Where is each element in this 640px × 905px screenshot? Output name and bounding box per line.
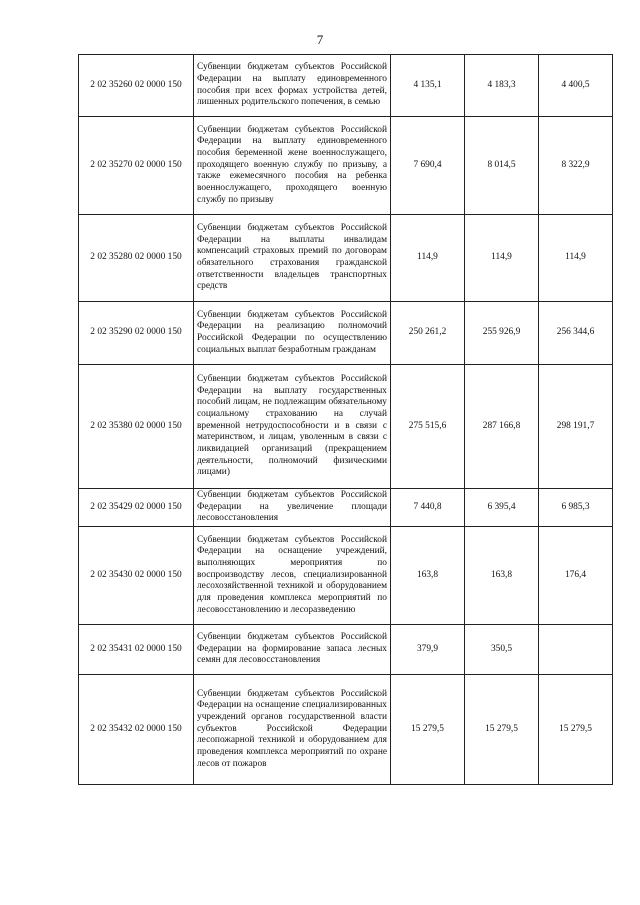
value-year-3-cell: 8 322,9 — [539, 117, 613, 215]
value-year-2-cell: 15 279,5 — [465, 675, 539, 785]
description-cell: Субвенции бюджетам субъектов Российской Федерации на формирование запаса лесных семян для лесовосстановления — [194, 625, 391, 675]
table-row — [79, 527, 613, 625]
value-year-1-cell: 250 261,2 — [391, 302, 465, 365]
budget-code-cell: 2 02 35432 02 0000 150 — [79, 675, 194, 785]
description-cell: Субвенции бюджетам субъектов Российской Федерации на оснащение учреждений, выполняющих мероприятия по воспроизводству лесов, специализированной лесохозяйственной техникой и оборудованием для проведения комплекса мероприятий по лесовосстановлению и лесоразведению — [194, 527, 391, 625]
description-cell: Субвенции бюджетам субъектов Российской Федерации на выплату государственных пособий лицам, не подлежащим обязательному социальному страхованию на случай временной нетрудоспособности и в связи с материнством, и лицам, уволенным в связи с ликвидацией организаций (прекращением деятельности, полномочий физическими лицами) — [194, 365, 391, 489]
budget-code-cell: 2 02 35260 02 0000 150 — [79, 55, 194, 117]
value-year-3-cell: 15 279,5 — [539, 675, 613, 785]
value-year-1-cell: 163,8 — [391, 527, 465, 625]
table-row — [79, 302, 613, 365]
value-year-1-cell: 379,9 — [391, 625, 465, 675]
table-row — [79, 117, 613, 215]
value-year-2-cell: 6 395,4 — [465, 489, 539, 527]
value-year-3-cell: 176,4 — [539, 527, 613, 625]
value-year-2-cell: 8 014,5 — [465, 117, 539, 215]
description-cell: Субвенции бюджетам субъектов Российской Федерации на оснащение специализированных учреждений органов государственной власти субъектов Российской Федерации лесопожарной техникой и оборудованием для проведения комплекса мероприятий по охране лесов от пожаров — [194, 675, 391, 785]
value-year-3-cell — [539, 625, 613, 675]
budget-code-cell: 2 02 35280 02 0000 150 — [79, 215, 194, 302]
value-year-1-cell: 114,9 — [391, 215, 465, 302]
value-year-1-cell: 15 279,5 — [391, 675, 465, 785]
table-row — [79, 489, 613, 527]
value-year-2-cell: 255 926,9 — [465, 302, 539, 365]
value-year-1-cell: 275 515,6 — [391, 365, 465, 489]
description-cell: Субвенции бюджетам субъектов Российской Федерации на выплату единовременного пособия при всех формах устройства детей, лишенных родительского попечения, в семью — [194, 55, 391, 117]
budget-table — [78, 54, 613, 785]
value-year-2-cell: 287 166,8 — [465, 365, 539, 489]
table-row — [79, 625, 613, 675]
budget-code-cell: 2 02 35431 02 0000 150 — [79, 625, 194, 675]
value-year-3-cell: 6 985,3 — [539, 489, 613, 527]
value-year-3-cell: 114,9 — [539, 215, 613, 302]
budget-code-cell: 2 02 35430 02 0000 150 — [79, 527, 194, 625]
page-number: 7 — [316, 32, 324, 47]
budget-table-body — [79, 55, 613, 785]
description-cell: Субвенции бюджетам субъектов Российской Федерации на выплату единовременного пособия беременной жене военнослужащего, проходящего военную службу по призыву, а также ежемесячного пособия на ребенка военнослужащего, проходящего военную службу по призыву — [194, 117, 391, 215]
value-year-2-cell: 4 183,3 — [465, 55, 539, 117]
value-year-1-cell: 4 135,1 — [391, 55, 465, 117]
table-row — [79, 55, 613, 117]
value-year-1-cell: 7 690,4 — [391, 117, 465, 215]
table-row — [79, 675, 613, 785]
description-cell: Субвенции бюджетам субъектов Российской Федерации на увеличение площади лесовосстановления — [194, 489, 391, 527]
value-year-3-cell: 298 191,7 — [539, 365, 613, 489]
value-year-1-cell: 7 440,8 — [391, 489, 465, 527]
budget-code-cell: 2 02 35270 02 0000 150 — [79, 117, 194, 215]
budget-code-cell: 2 02 35290 02 0000 150 — [79, 302, 194, 365]
value-year-2-cell: 163,8 — [465, 527, 539, 625]
value-year-3-cell: 256 344,6 — [539, 302, 613, 365]
value-year-2-cell: 350,5 — [465, 625, 539, 675]
description-cell: Субвенции бюджетам субъектов Российской Федерации на реализацию полномочий Российской Федерации по осуществлению социальных выплат безработным гражданам — [194, 302, 391, 365]
value-year-2-cell: 114,9 — [465, 215, 539, 302]
budget-code-cell: 2 02 35380 02 0000 150 — [79, 365, 194, 489]
description-cell: Субвенции бюджетам субъектов Российской Федерации на выплаты инвалидам компенсаций страховых премий по договорам обязательного страхования гражданской ответственности владельцев транспортных средств — [194, 215, 391, 302]
value-year-3-cell: 4 400,5 — [539, 55, 613, 117]
table-row — [79, 365, 613, 489]
budget-code-cell: 2 02 35429 02 0000 150 — [79, 489, 194, 527]
table-row — [79, 215, 613, 302]
